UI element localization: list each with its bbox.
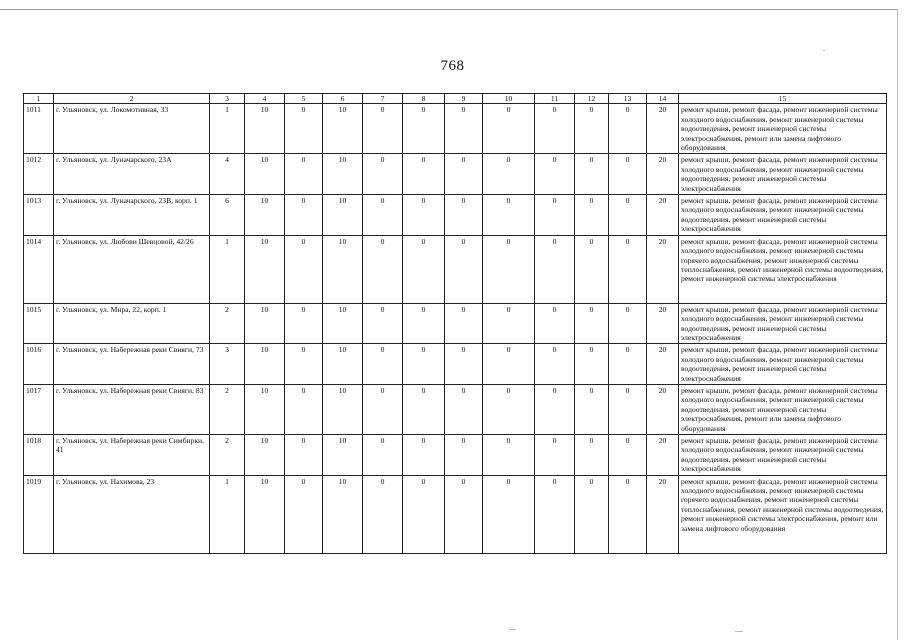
value-cell-c12: 0 <box>575 475 609 553</box>
value-cell-c13: 0 <box>609 434 647 475</box>
value-cell-c8: 0 <box>403 195 445 236</box>
column-header-1: 1 <box>24 94 54 104</box>
value-cell-c12: 0 <box>575 434 609 475</box>
value-cell-c8: 0 <box>403 235 445 303</box>
value-cell-c4: 10 <box>245 154 285 195</box>
value-cell-c3: 6 <box>210 195 245 236</box>
table-row <box>24 104 887 154</box>
value-cell-c4: 10 <box>245 434 285 475</box>
value-cell-c10: 0 <box>483 303 535 344</box>
value-cell-c13: 0 <box>609 344 647 385</box>
value-cell-c8: 0 <box>403 104 445 154</box>
column-header-12: 12 <box>575 94 609 104</box>
value-cell-c14: 20 <box>647 235 679 303</box>
value-cell-c7: 0 <box>363 303 403 344</box>
value-cell-c6: 10 <box>323 104 363 154</box>
scan-edge-top <box>0 9 898 10</box>
value-cell-c4: 10 <box>245 235 285 303</box>
value-cell-c12: 0 <box>575 344 609 385</box>
column-header-15: 15 <box>679 94 887 104</box>
value-cell-c11: 0 <box>535 154 575 195</box>
value-cell-c10: 0 <box>483 344 535 385</box>
table-row <box>24 384 887 434</box>
value-cell-c3: 2 <box>210 434 245 475</box>
value-cell-c5: 0 <box>285 104 323 154</box>
address-cell: г. Ульяновск, ул. Набережная реки Свияги, 83 <box>54 384 210 434</box>
value-cell-c3: 2 <box>210 303 245 344</box>
value-cell-c11: 0 <box>535 235 575 303</box>
value-cell-c12: 0 <box>575 384 609 434</box>
value-cell-c10: 0 <box>483 475 535 553</box>
value-cell-c12: 0 <box>575 303 609 344</box>
value-cell-c9: 0 <box>445 154 483 195</box>
value-cell-c14: 20 <box>647 344 679 385</box>
value-cell-c6: 10 <box>323 344 363 385</box>
value-cell-c9: 0 <box>445 235 483 303</box>
value-cell-c9: 0 <box>445 475 483 553</box>
works-cell: ремонт крыши, ремонт фасада, ремонт инженерной системы холодного водоснабжения, ремонт инженерной системы горячего водоснабжения, ремонт инженерной системы теплоснабжения, ремонт инженерной системы водоотведения, ремонт инженерной системы электроснабжения <box>679 235 887 303</box>
address-cell: г. Ульяновск, ул. Нахимова, 23 <box>54 475 210 553</box>
value-cell-c5: 0 <box>285 195 323 236</box>
row-number-cell: 1019 <box>24 475 54 553</box>
value-cell-c14: 20 <box>647 475 679 553</box>
value-cell-c4: 10 <box>245 195 285 236</box>
value-cell-c7: 0 <box>363 344 403 385</box>
value-cell-c6: 10 <box>323 303 363 344</box>
value-cell-c11: 0 <box>535 344 575 385</box>
works-cell: ремонт крыши, ремонт фасада, ремонт инженерной системы холодного водоснабжения, ремонт инженерной системы водоотведения, ремонт инженерной системы электроснабжения <box>679 434 887 475</box>
value-cell-c14: 20 <box>647 195 679 236</box>
value-cell-c11: 0 <box>535 384 575 434</box>
row-number-cell: 1013 <box>24 195 54 236</box>
value-cell-c8: 0 <box>403 303 445 344</box>
value-cell-c14: 20 <box>647 434 679 475</box>
value-cell-c13: 0 <box>609 303 647 344</box>
value-cell-c5: 0 <box>285 154 323 195</box>
value-cell-c9: 0 <box>445 344 483 385</box>
scan-speck <box>735 631 743 632</box>
column-header-4: 4 <box>245 94 285 104</box>
works-cell: ремонт крыши, ремонт фасада, ремонт инженерной системы холодного водоснабжения, ремонт инженерной системы водоотведения, ремонт инженерной системы электроснабжения, ремонт или замена лифтового оборудования <box>679 104 887 154</box>
value-cell-c3: 1 <box>210 104 245 154</box>
table-row <box>24 303 887 344</box>
value-cell-c5: 0 <box>285 344 323 385</box>
column-header-14: 14 <box>647 94 679 104</box>
value-cell-c14: 20 <box>647 384 679 434</box>
value-cell-c12: 0 <box>575 104 609 154</box>
value-cell-c13: 0 <box>609 235 647 303</box>
value-cell-c4: 10 <box>245 475 285 553</box>
page-number: 768 <box>440 58 465 74</box>
table-header <box>24 94 887 104</box>
works-cell: ремонт крыши, ремонт фасада, ремонт инженерной системы холодного водоснабжения, ремонт инженерной системы водоотведения, ремонт инженерной системы электроснабжения <box>679 154 887 195</box>
value-cell-c3: 3 <box>210 344 245 385</box>
value-cell-c11: 0 <box>535 104 575 154</box>
column-header-7: 7 <box>363 94 403 104</box>
value-cell-c7: 0 <box>363 195 403 236</box>
value-cell-c10: 0 <box>483 434 535 475</box>
value-cell-c6: 10 <box>323 235 363 303</box>
value-cell-c4: 10 <box>245 303 285 344</box>
value-cell-c6: 10 <box>323 384 363 434</box>
value-cell-c8: 0 <box>403 475 445 553</box>
value-cell-c10: 0 <box>483 195 535 236</box>
value-cell-c13: 0 <box>609 154 647 195</box>
value-cell-c5: 0 <box>285 475 323 553</box>
column-header-13: 13 <box>609 94 647 104</box>
value-cell-c6: 10 <box>323 434 363 475</box>
row-number-cell: 1011 <box>24 104 54 154</box>
table-row <box>24 195 887 236</box>
value-cell-c10: 0 <box>483 154 535 195</box>
value-cell-c9: 0 <box>445 434 483 475</box>
table-row <box>24 235 887 303</box>
value-cell-c7: 0 <box>363 154 403 195</box>
value-cell-c13: 0 <box>609 104 647 154</box>
scan-speck <box>510 629 516 630</box>
value-cell-c4: 10 <box>245 384 285 434</box>
value-cell-c11: 0 <box>535 475 575 553</box>
value-cell-c3: 1 <box>210 235 245 303</box>
works-cell: ремонт крыши, ремонт фасада, ремонт инженерной системы холодного водоснабжения, ремонт инженерной системы водоотведения, ремонт инженерной системы электроснабжения, ремонт или замена лифтового оборудования <box>679 384 887 434</box>
value-cell-c5: 0 <box>285 434 323 475</box>
value-cell-c11: 0 <box>535 434 575 475</box>
value-cell-c7: 0 <box>363 434 403 475</box>
table-row <box>24 475 887 553</box>
value-cell-c13: 0 <box>609 384 647 434</box>
column-header-9: 9 <box>445 94 483 104</box>
repair-program-table <box>23 93 887 554</box>
value-cell-c6: 10 <box>323 475 363 553</box>
value-cell-c14: 20 <box>647 104 679 154</box>
value-cell-c12: 0 <box>575 195 609 236</box>
value-cell-c14: 20 <box>647 303 679 344</box>
column-header-11: 11 <box>535 94 575 104</box>
row-number-cell: 1014 <box>24 235 54 303</box>
value-cell-c7: 0 <box>363 235 403 303</box>
value-cell-c11: 0 <box>535 195 575 236</box>
column-header-5: 5 <box>285 94 323 104</box>
row-number-cell: 1017 <box>24 384 54 434</box>
row-number-cell: 1018 <box>24 434 54 475</box>
value-cell-c3: 1 <box>210 475 245 553</box>
works-cell: ремонт крыши, ремонт фасада, ремонт инженерной системы холодного водоснабжения, ремонт инженерной системы водоотведения, ремонт инженерной системы электроснабжения <box>679 344 887 385</box>
column-header-2: 2 <box>54 94 210 104</box>
value-cell-c8: 0 <box>403 434 445 475</box>
value-cell-c5: 0 <box>285 303 323 344</box>
scan-edge-right <box>897 9 898 640</box>
value-cell-c7: 0 <box>363 104 403 154</box>
works-cell: ремонт крыши, ремонт фасада, ремонт инженерной системы холодного водоснабжения, ремонт инженерной системы горячего водоснабжения, ремонт инженерной системы теплоснабжения, ремонт инженерной системы водоотведения, ремонт инженерной системы электроснабжения, ремонт или замена лифтового оборудования <box>679 475 887 553</box>
value-cell-c6: 10 <box>323 154 363 195</box>
column-header-3: 3 <box>210 94 245 104</box>
value-cell-c13: 0 <box>609 195 647 236</box>
value-cell-c4: 10 <box>245 344 285 385</box>
header-row <box>24 94 887 104</box>
column-header-6: 6 <box>323 94 363 104</box>
value-cell-c7: 0 <box>363 384 403 434</box>
value-cell-c5: 0 <box>285 384 323 434</box>
table-row <box>24 344 887 385</box>
value-cell-c10: 0 <box>483 384 535 434</box>
value-cell-c5: 0 <box>285 235 323 303</box>
value-cell-c6: 10 <box>323 195 363 236</box>
column-header-8: 8 <box>403 94 445 104</box>
column-header-10: 10 <box>483 94 535 104</box>
value-cell-c12: 0 <box>575 235 609 303</box>
value-cell-c9: 0 <box>445 384 483 434</box>
value-cell-c10: 0 <box>483 104 535 154</box>
value-cell-c9: 0 <box>445 104 483 154</box>
table-body <box>24 104 887 553</box>
works-cell: ремонт крыши, ремонт фасада, ремонт инженерной системы холодного водоснабжения, ремонт инженерной системы водоотведения, ремонт инженерной системы электроснабжения <box>679 303 887 344</box>
value-cell-c9: 0 <box>445 303 483 344</box>
row-number-cell: 1012 <box>24 154 54 195</box>
address-cell: г. Ульяновск, ул. Набережная реки Симбирки, 41 <box>54 434 210 475</box>
value-cell-c14: 20 <box>647 154 679 195</box>
value-cell-c7: 0 <box>363 475 403 553</box>
value-cell-c9: 0 <box>445 195 483 236</box>
value-cell-c10: 0 <box>483 235 535 303</box>
row-number-cell: 1016 <box>24 344 54 385</box>
value-cell-c8: 0 <box>403 344 445 385</box>
value-cell-c3: 2 <box>210 384 245 434</box>
value-cell-c13: 0 <box>609 475 647 553</box>
address-cell: г. Ульяновск, ул. Луначарского, 23В, корп. 1 <box>54 195 210 236</box>
address-cell: г. Ульяновск, ул. Мира, 22, корп. 1 <box>54 303 210 344</box>
scan-speck <box>823 50 825 51</box>
table-row <box>24 434 887 475</box>
value-cell-c12: 0 <box>575 154 609 195</box>
row-number-cell: 1015 <box>24 303 54 344</box>
table-row <box>24 154 887 195</box>
address-cell: г. Ульяновск, ул. Набережная реки Свияги, 73 <box>54 344 210 385</box>
works-cell: ремонт крыши, ремонт фасада, ремонт инженерной системы холодного водоснабжения, ремонт инженерной системы водоотведения, ремонт инженерной системы электроснабжения <box>679 195 887 236</box>
value-cell-c8: 0 <box>403 384 445 434</box>
address-cell: г. Ульяновск, ул. Локомотивная, 33 <box>54 104 210 154</box>
address-cell: г. Ульяновск, ул. Луначарского, 23А <box>54 154 210 195</box>
value-cell-c3: 4 <box>210 154 245 195</box>
value-cell-c11: 0 <box>535 303 575 344</box>
address-cell: г. Ульяновск, ул. Любови Шевцовой, 42/26 <box>54 235 210 303</box>
value-cell-c8: 0 <box>403 154 445 195</box>
value-cell-c4: 10 <box>245 104 285 154</box>
